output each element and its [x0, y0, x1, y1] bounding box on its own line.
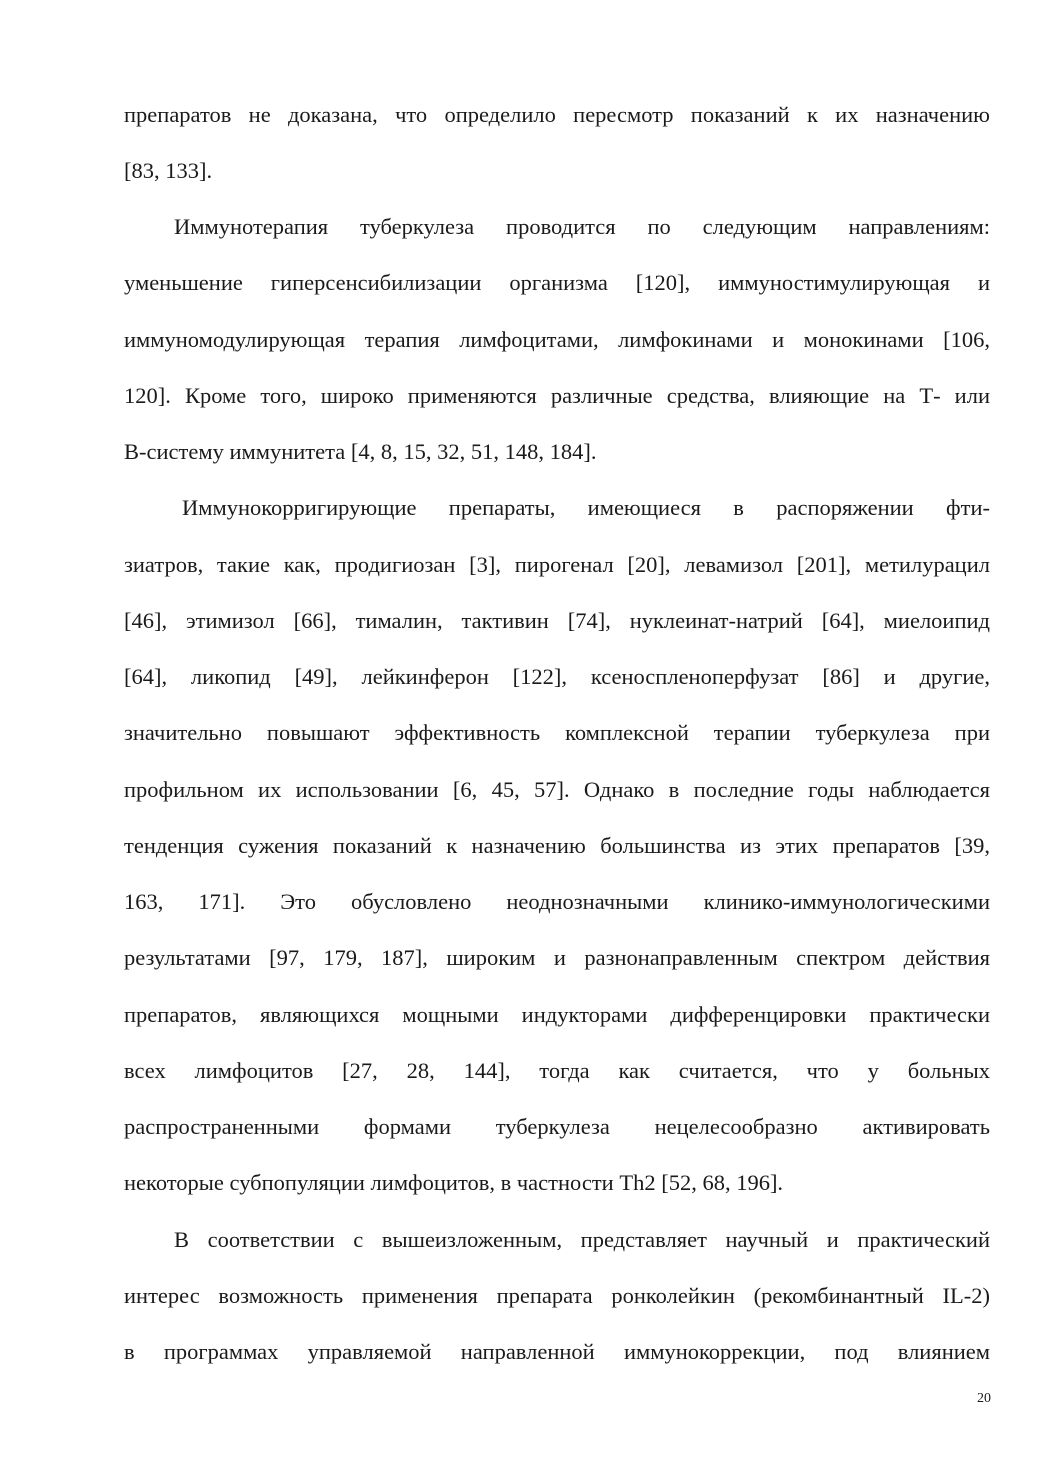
text-line: всех лимфоцитов [27, 28, 144], тогда как считается, что у больных	[124, 1058, 990, 1083]
text-line: [46], этимизол [66], тималин, тактивин [74], нуклеинат-натрий [64], миелоипид	[124, 608, 990, 633]
paragraph-first-line: Иммунотерапия туберкулеза проводится по следующим направлениям:	[174, 214, 990, 239]
text-line: иммуномодулирующая терапия лимфоцитами, лимфокинами и монокинами [106,	[124, 327, 990, 352]
text-line: уменьшение гиперсенсибилизации организма [120], иммуностимулирующая и	[124, 270, 990, 295]
text-line: интерес возможность применения препарата ронколейкин (рекомбинантный IL-2)	[124, 1283, 990, 1308]
text-line: В-систему иммунитета [4, 8, 15, 32, 51, 148, 184].	[124, 439, 597, 464]
text-line: значительно повышают эффективность комплексной терапии туберкулеза при	[124, 720, 990, 745]
text-line: 120]. Кроме того, широко применяются различные средства, влияющие на Т- или	[124, 383, 990, 408]
text-line: результатами [97, 179, 187], широким и разнонаправленным спектром действия	[124, 945, 990, 970]
text-line: 163, 171]. Это обусловлено неоднозначными клинико-иммунологическими	[124, 889, 990, 914]
text-line: распространенными формами туберкулеза нецелесообразно активировать	[124, 1114, 990, 1139]
text-line: профильном их использовании [6, 45, 57]. Однако в последние годы наблюдается	[124, 777, 990, 802]
text-line: [64], ликопид [49], лейкинферон [122], ксеноспленоперфузат [86] и другие,	[124, 664, 990, 689]
paragraph-first-line: В соответствии с вышеизложенным, представляет научный и практический	[174, 1227, 990, 1252]
text-line: препаратов, являющихся мощными индукторами дифференцировки практически	[124, 1002, 990, 1027]
text-line: тенденция сужения показаний к назначению большинства из этих препаратов [39,	[124, 833, 990, 858]
page-number: 20	[977, 1391, 991, 1406]
text-line: препаратов не доказана, что определило пересмотр показаний к их назначению	[124, 102, 990, 127]
paragraph-first-line: Иммунокорригирующие препараты, имеющиеся в распоряжении фти-	[182, 495, 990, 520]
text-line: некоторые субпопуляции лимфоцитов, в частности Th2 [52, 68, 196].	[124, 1170, 784, 1195]
text-line: в программах управляемой направленной иммунокоррекции, под влиянием	[124, 1339, 990, 1364]
text-line: зиатров, такие как, продигиозан [3], пирогенал [20], левамизол [201], метилурацил	[124, 552, 990, 577]
text-line: [83, 133].	[124, 158, 213, 183]
